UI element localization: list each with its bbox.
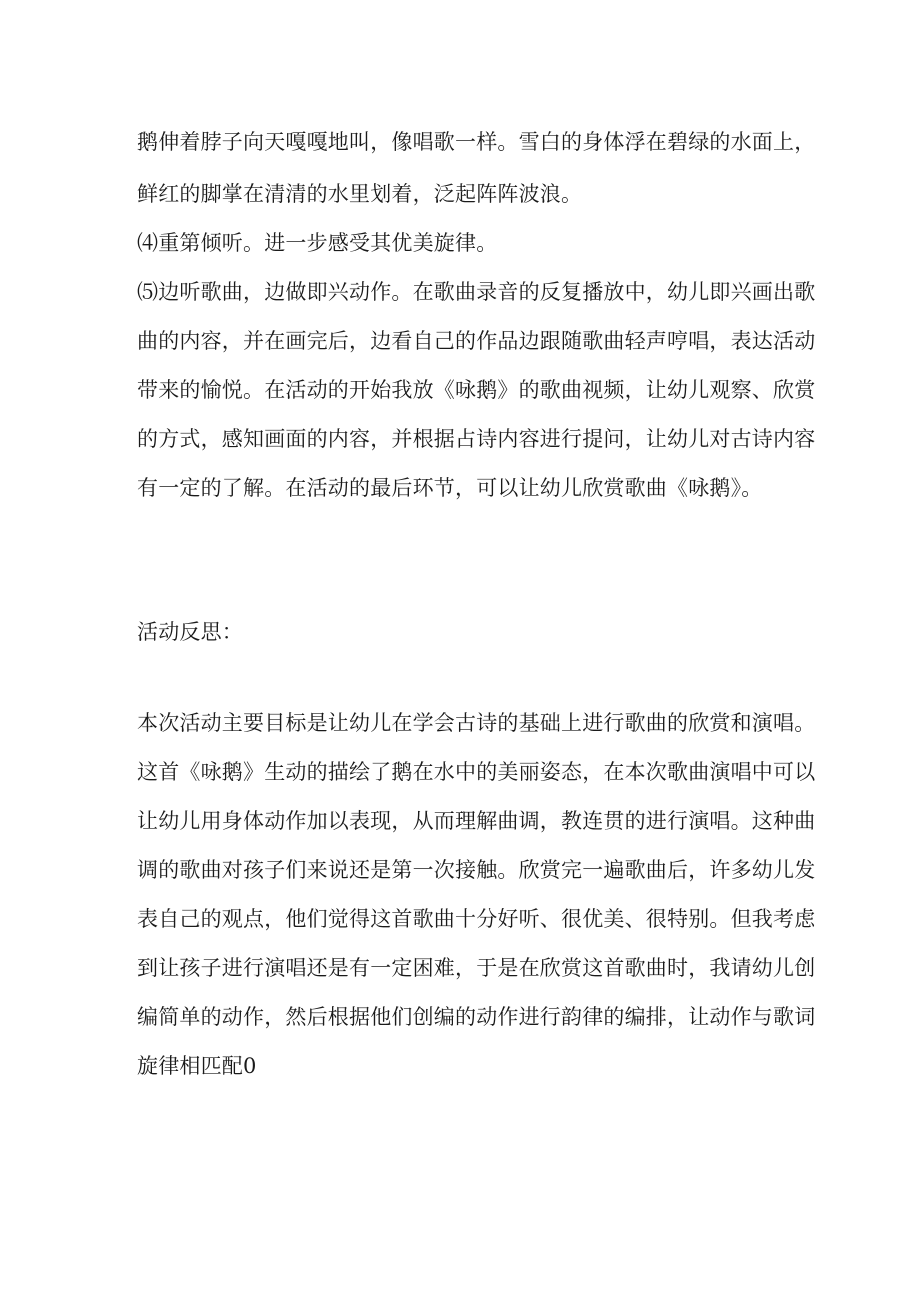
paragraph-line: 鹅伸着脖子向天嘎嘎地叫，像唱歌一样。雪白的身体浮在碧绿的水面上，	[137, 130, 816, 154]
reflection-heading: 活动反思：	[137, 620, 243, 644]
paragraph-line: 调的歌曲对孩子们来说还是第一次接触。欣赏完一遍歌曲后，许多幼儿发	[137, 858, 816, 882]
paragraph-line: 到让孩子进行演唱还是有一定困难，于是在欣赏这首歌曲时，我请幼儿创	[137, 956, 816, 980]
paragraph-line: 带来的愉悦。在活动的开始我放《咏鹅》的歌曲视频，让幼儿观察、欣赏	[137, 378, 816, 402]
paragraph-line: 的方式，感知画面的内容，并根据占诗内容进行提问，让幼儿对古诗内容	[137, 427, 816, 451]
paragraph-line: 鲜红的脚掌在清清的水里划着，泛起阵阵波浪。	[137, 182, 583, 206]
paragraph-line: 曲的内容，并在画完后，边看自己的作品边跟随歌曲轻声哼唱，表达活动	[137, 329, 816, 353]
paragraph-line: 这首《咏鹅》生动的描绘了鹅在水中的美丽姿态，在本次歌曲演唱中可以	[137, 760, 816, 784]
paragraph-line: 有一定的了解。在活动的最后环节，可以让幼儿欣赏歌曲《咏鹅》。	[137, 476, 763, 500]
paragraph-line: 本次活动主要目标是让幼儿在学会古诗的基础上进行歌曲的欣赏和演唱。	[137, 711, 816, 735]
paragraph-line: 旋律相匹配0	[137, 1054, 257, 1078]
paragraph-line: 编简单的动作，然后根据他们创编的动作进行韵律的编排，让动作与歌词	[137, 1005, 816, 1029]
step-5-line: ⑸边听歌曲，边做即兴动作。在歌曲录音的反复播放中，幼儿即兴画出歌	[137, 280, 816, 304]
paragraph-line: 表自己的观点，他们觉得这首歌曲十分好听、很优美、很特别。但我考虑	[137, 907, 816, 931]
step-4-line: ⑷重第倾听。进一步感受其优美旋律。	[137, 231, 498, 255]
paragraph-line: 让幼儿用身体动作加以表现，从而理解曲调，教连贯的进行演唱。这种曲	[137, 809, 816, 833]
